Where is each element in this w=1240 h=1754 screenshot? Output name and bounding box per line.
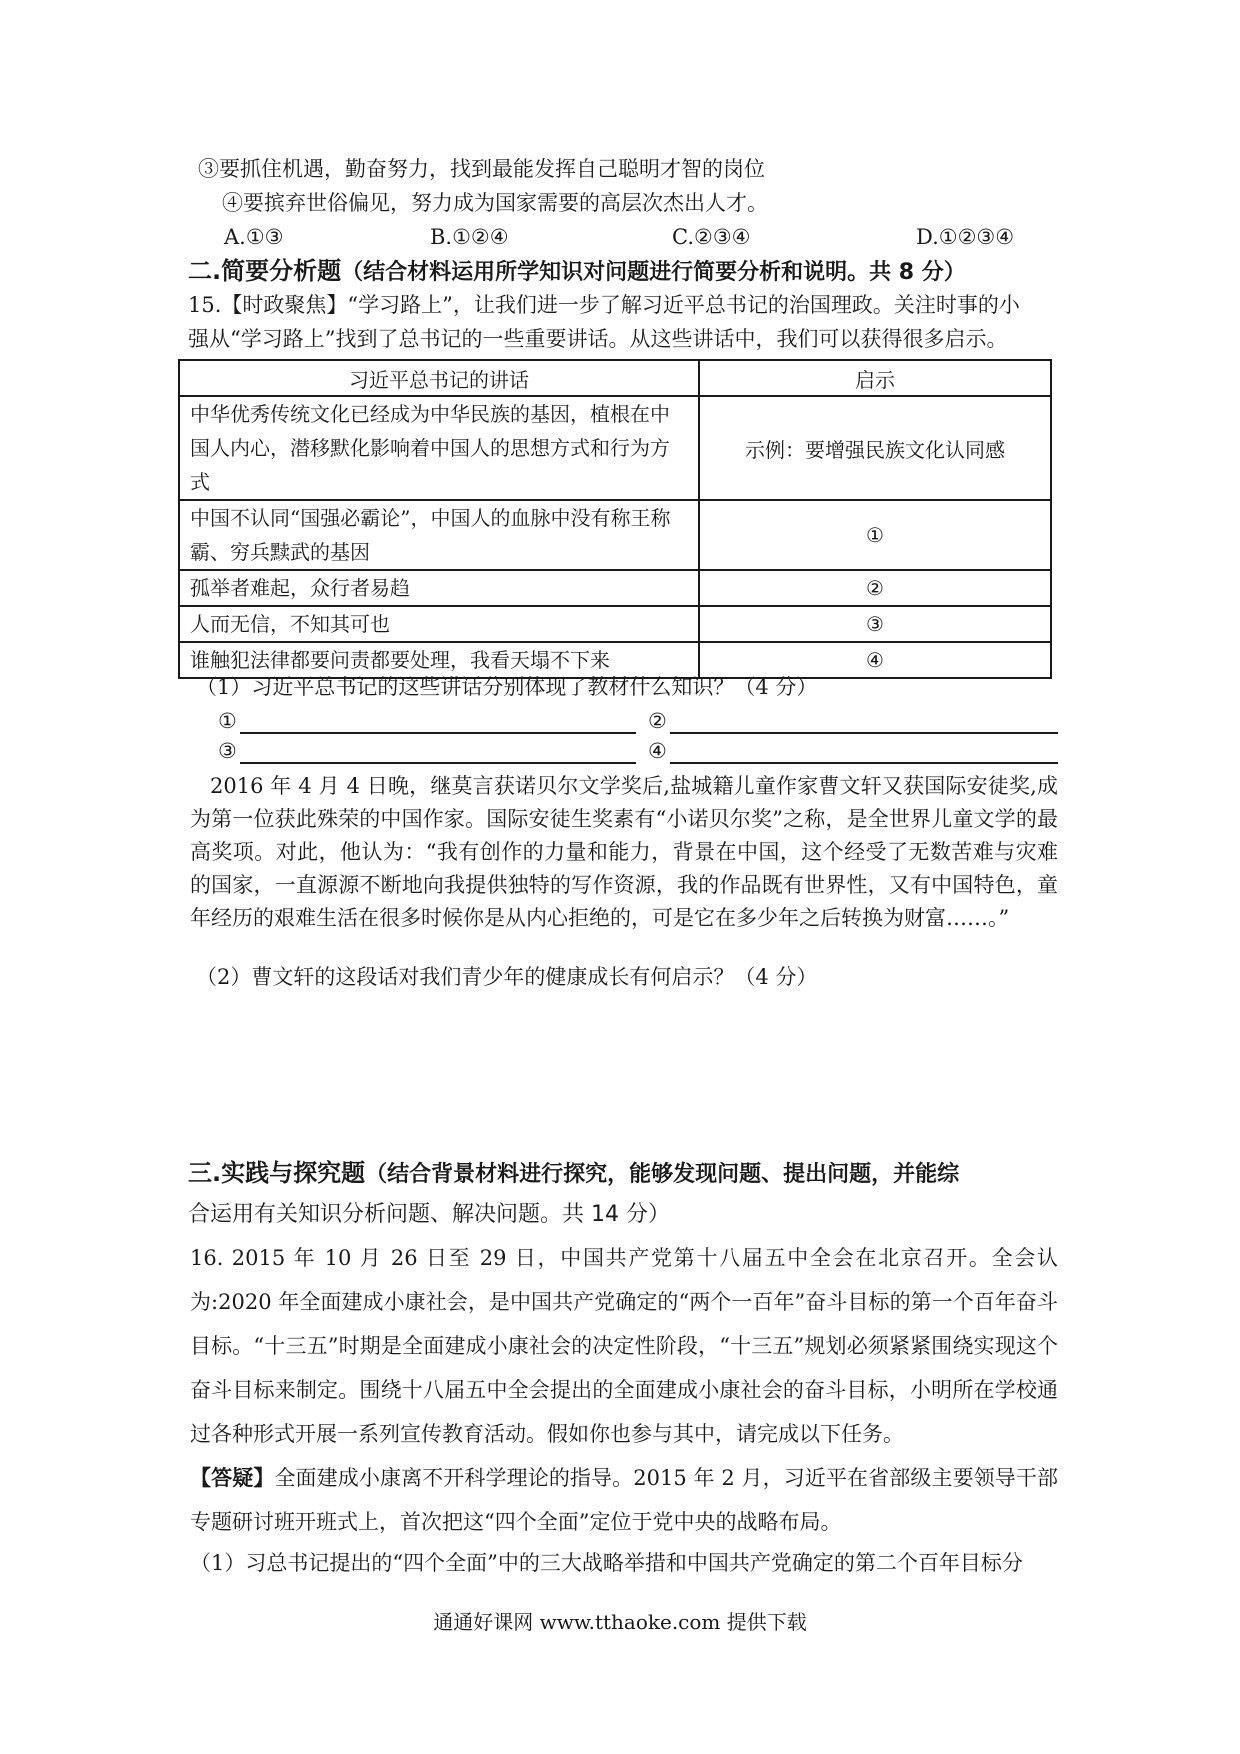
table-row <box>179 570 1051 606</box>
answer-label-1: ① <box>218 709 237 733</box>
table-cell-insight: ④ <box>699 642 1051 678</box>
q14-option-b: B.①②④ <box>430 225 509 249</box>
q14-option-a: A.①③ <box>224 225 284 249</box>
table-row <box>179 606 1051 642</box>
q14-option-d: D.①②③④ <box>916 225 1015 249</box>
table-header-insight: 启示 <box>699 360 1051 396</box>
answer-line-4[interactable] <box>670 762 1058 764</box>
table-cell-speech: 中华优秀传统文化已经成为中华民族的基因，植根在中国人内心，潜移默化影响着中国人的思想方式和行为方式 <box>179 396 699 500</box>
q14-option-c: C.②③④ <box>672 225 751 249</box>
table-cell-insight: ③ <box>699 606 1051 642</box>
table-cell-speech: 谁触犯法律都要问责都要处理，我看天塌不下来 <box>179 642 699 678</box>
section2-heading <box>188 256 966 288</box>
q16-subquestion-1: （1）习总书记提出的“四个全面”中的三大战略举措和中国共产党确定的第二个百年目标分 <box>190 1551 1023 1575</box>
table-cell-speech: 中国不认同“国强必霸论”，中国人的血脉中没有称王称霸、穷兵黩武的基因 <box>179 500 699 570</box>
q15-intro-line1: 15.【时政聚焦】“学习路上”，让我们进一步了解习近平总书记的治国理政。关注时事的小 <box>188 293 1020 317</box>
q15-material-text: 2016 年 4 月 4 日晚，继莫言获诺贝尔文学奖后,盐城籍儿童作家曹文轩又获国际安徒奖,成为第一位获此殊荣的中国作家。国际安徒生奖素有“小诺贝尔奖”之称，是全世界儿童文学的最高奖项。对此，他认为：“我有创作的力量和能力，背景在中国，这个经受了无数苦难与灾难的国家，一直源源不断地向我提供独特的写作资源，我的作品既有世界性，又有中国特色，童年经历的艰难生活在很多时候你是从内心拒绝的，可是它在多少年之后转换为财富……。” <box>190 774 1058 930</box>
speech-table <box>178 359 1052 679</box>
answer-line-3[interactable] <box>240 762 636 764</box>
q15-intro-line2: 强从“学习路上”找到了总书记的一些重要讲话。从这些讲话中，我们可以获得很多启示。 <box>188 327 1008 351</box>
table-header-row <box>179 360 1051 396</box>
answer-label-2: ② <box>648 709 667 733</box>
section3-title: 三.实践与探究题 <box>188 1159 366 1187</box>
answer-label-4: ④ <box>648 739 667 763</box>
answer-label-3: ③ <box>218 739 237 763</box>
q16-paragraph: 16. 2015 年 10 月 26 日至 29 日，中国共产党第十八届五中全会在北京召开。全会认为:2020 年全面建成小康社会，是中国共产党确定的“两个一百年”奋斗目标的第一个百年奋斗目标。“十三五”时期是全面建成小康社会的决定性阶段，“十三五”规划必须紧紧围绕实现这个奋斗目标来制定。围绕十八届五中全会提出的全面建成小康社会的奋斗目标，小明所在学校通过各种形式开展一系列宣传教育活动。假如你也参与其中，请完成以下任务。 <box>190 1246 1058 1446</box>
q15-material-paragraph <box>190 770 1058 935</box>
answer-line-1[interactable] <box>240 732 636 734</box>
q16-answer-tag: 【答疑】 <box>190 1465 275 1490</box>
section3-instruction: （结合背景材料进行探究，能够发现问题、提出问题，并能综 <box>365 1162 960 1187</box>
q14-statement-4: ④要摈弃世俗偏见，努力成为国家需要的高层次杰出人才。 <box>222 191 768 215</box>
table-cell-speech: 孤举者难起，众行者易趋 <box>179 570 699 606</box>
answer-line-2[interactable] <box>670 732 1058 734</box>
q15-subquestion-1: （1）习近平总书记的这些讲话分别体现了教材什么知识？（4 分） <box>196 675 818 699</box>
section3-instruction-cont: 合运用有关知识分析问题、解决问题。共 14 分） <box>188 1202 670 1227</box>
table-cell-speech: 人而无信，不知其可也 <box>179 606 699 642</box>
section2-title: 二.简要分析题 <box>188 257 342 285</box>
q16-answer-prompt <box>190 1456 1058 1544</box>
table-row <box>179 500 1051 570</box>
table-cell-insight: ① <box>699 500 1051 570</box>
section3-heading <box>188 1158 959 1190</box>
table-row <box>179 396 1051 500</box>
q14-statement-3: ③要抓住机遇，勤奋努力，找到最能发挥自己聪明才智的岗位 <box>198 157 765 181</box>
page-footer: 通通好课网 www.tthaoke.com 提供下载 <box>433 1610 807 1634</box>
q15-subquestion-2: （2）曹文轩的这段话对我们青少年的健康成长有何启示？（4 分） <box>196 965 818 989</box>
q16-answer-text: 全面建成小康离不开科学理论的指导。2015 年 2 月，习近平在省部级主要领导干部专题研讨班开班式上，首次把这“四个全面”定位于党中央的战略布局。 <box>190 1466 1059 1534</box>
table-header-speech: 习近平总书记的讲话 <box>179 360 699 396</box>
table-cell-insight: 示例：要增强民族文化认同感 <box>699 396 1051 500</box>
section2-instruction: （结合材料运用所学知识对问题进行简要分析和说明。共 8 分） <box>341 260 966 285</box>
table-cell-insight: ② <box>699 570 1051 606</box>
